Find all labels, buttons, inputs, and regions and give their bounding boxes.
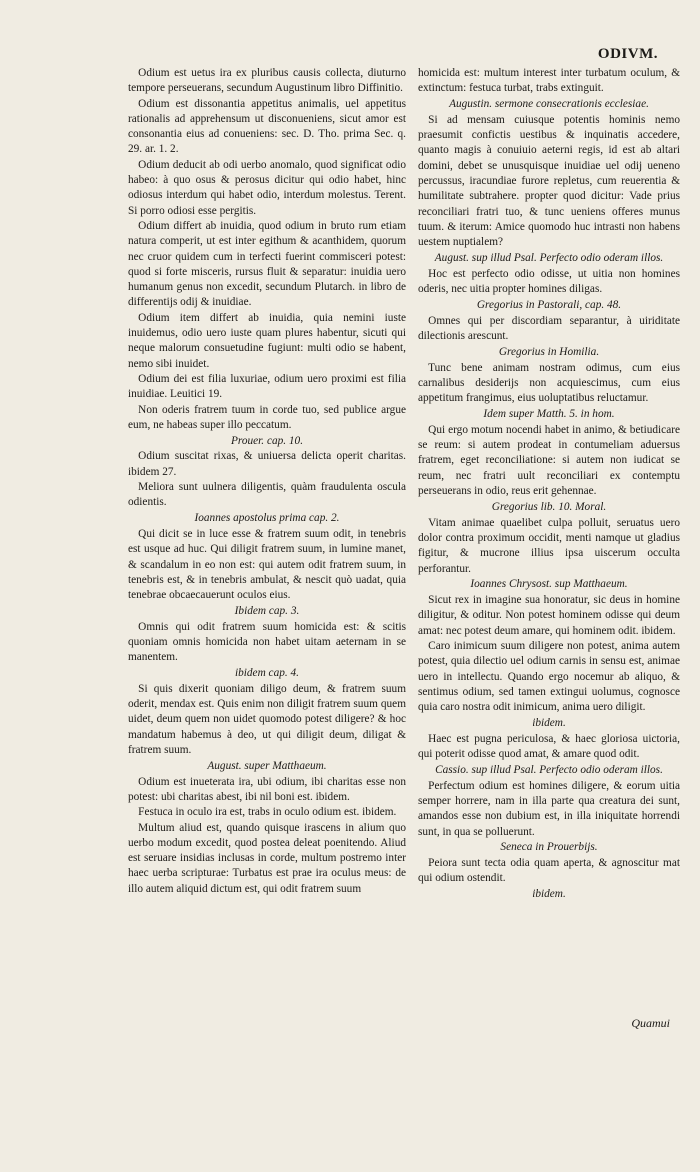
source-citation: August. super Matthaeum.: [207, 759, 327, 772]
paragraph: Festuca in oculo ira est, trabs in oculo odium est. ibidem.: [138, 806, 397, 819]
paragraph: Perfectum odium est homines diligere, & eorum uitia semper horrere, nam in illa parte qua creatura dei sunt, amandos esse non dubium est, in illa iniquitate horrendi sunt, in qua se polluerunt.: [418, 779, 680, 838]
catchword: Quamui: [631, 1016, 670, 1030]
source-citation: Cassio. sup illud Psal. Perfecto odio oderam illos.: [435, 763, 663, 776]
running-header: ODIVM.: [597, 46, 658, 62]
paragraph: homicida est: multum interest inter turbatum oculum, & extinctum: festuca turbat, trabs extinguit.: [418, 67, 680, 95]
paragraph: Sicut rex in imagine sua honoratur, sic deus in homine diligitur, & oditur. Non potest hominem odisse qui deum amat: nec potest deum amare, qui hominem odit. ibidem.: [418, 594, 680, 637]
paragraph: Odium differt ab inuidia, quod odium in bruto rum etiam natura comperit, ut est inter egithum & acanthidem, quorum nec cruor quidem cum in terfecti fuerint commisceri potest: quod si forte misceris, rursus fluit & separatur: inuidia uero humanum genus non excedit, secundum Plutarch. in libro de differentijs odij & inuidiae.: [128, 219, 406, 309]
source-citation: ibidem.: [532, 716, 566, 729]
paragraph: Caro inimicum suum diligere non potest, anima autem potest, quia dilectio uel odium carnis in sensu est, animae uero in intellectu. Quando ergo nocemur ab aliquo, & sentimus odium, sed tamen extingui uolumus, cognosce quia caro nostra odit inimicum, anima uero diligit.: [418, 639, 680, 714]
source-citation: Augustin. sermone consecrationis ecclesiae.: [449, 98, 649, 111]
paragraph: Non oderis fratrem tuum in corde tuo, sed publice argue eum, ne habeas super illo peccatum.: [128, 403, 406, 431]
paragraph: Odium est dissonantia appetitus animalis, uel appetitus rationalis ad apprehensum ut disconueniens, sicut amor est consonantia eius ad conueniens: sec. D. Tho. prima Sec. q. 29. ar. 1. 2.: [128, 97, 406, 156]
left-column: [128, 66, 406, 897]
paragraph: Qui dicit se in luce esse & fratrem suum odit, in tenebris est usque ad huc. Qui diligit fratrem suum, in lumine manet, & scandalum in eo non est: qui autem odit fratrem suum, in tenebris est, & in tenebris ambulat, & nescit quò uadat, quia tenebrae obcaecauerunt oculos eius.: [128, 527, 406, 602]
paragraph: Meliora sunt uulnera diligentis, quàm fraudulenta oscula odientis.: [128, 481, 406, 509]
paragraph: Odium suscitat rixas, & uniuersa delicta operit charitas. ibidem 27.: [128, 450, 406, 478]
source-citation: Prouer. cap. 10.: [230, 434, 304, 447]
paragraph: Odium est uetus ira ex pluribus causis collecta, diuturno tempore perseuerans, secundum Augustinum libro Diffinitio.: [128, 67, 406, 95]
paragraph: Multum aliud est, quando quisque irascens in alium quo uerbo modum excedit, quod postea deleat poenitendo. Aliud est seruare insidias inclusas in corde, multum postremo inter haec uerba scripturae: Turbatus est prae ira oculus meus: de illo autem aliquid dictum est, qui odit fratrem suum: [128, 821, 406, 895]
paragraph: Omnes qui per discordiam separantur, à uiriditate dilectionis arescunt.: [418, 314, 680, 343]
paragraph: Si quis dixerit quoniam diligo deum, & fratrem suum oderit, mendax est. Quis enim non diligit fratrem suum quem uidet, deum quem non uidet quomodo potest diligere? & hoc mandatum habemus à deo, ut qui diligit deum, diligat & fratrem suum.: [128, 682, 406, 757]
paragraph: Vitam animae quaelibet culpa polluit, seruatus uero dolor contra proximum occidit, menti namque ut gladius figitur, & mucrone illius ipsa uiscerum occulta perforantur.: [418, 516, 680, 575]
source-citation: Seneca in Prouerbijs.: [500, 841, 598, 854]
source-citation: ibidem.: [532, 888, 566, 901]
source-citation: ibidem cap. 4.: [234, 667, 299, 680]
paragraph: Peiora sunt tecta odia quam aperta, & agnoscitur mat qui odium ostendit.: [418, 857, 680, 885]
paragraph: Haec est pugna periculosa, & haec gloriosa uictoria, qui poterit odisse quod amat, & amare quod odit.: [418, 732, 680, 761]
source-citation: Ioannes Chrysost. sup Matthaeum.: [470, 578, 628, 591]
source-citation: Gregorius in Pastorali, cap. 48.: [476, 298, 622, 311]
paragraph: Tunc bene animam nostram odimus, cum eius carnalibus desiderijs non acquiescimus, cum eius appetitum frangimus, eius uoluptatibus reluctamur.: [418, 361, 680, 405]
source-citation: Ibidem cap. 3.: [234, 604, 300, 617]
paragraph: Odium est inueterata ira, ubi odium, ibi charitas esse non potest: ubi charitas abest, ibi nil boni est. ibidem.: [128, 775, 406, 803]
source-citation: August. sup illud Psal. Perfecto odio oderam illos.: [434, 252, 664, 265]
source-citation: Idem super Matth. 5. in hom.: [483, 408, 615, 421]
paragraph: Omnis qui odit fratrem suum homicida est: & scitis quoniam omnis homicida non habet uitam aeternam in se manentem.: [128, 620, 406, 664]
source-citation: Ioannes apostolus prima cap. 2.: [194, 512, 340, 525]
paragraph: Si ad mensam cuiusque potentis hominis nemo praesumit confictis uestibus & inquinatis accedere, quanto magis à conuiuio aeterni regis, id est ab altari domini, debet se unusquisque inuidiae uel odij ueneno percussus, iracundiae furore repletus, cum reuerentia & humilitate subtrahere. propter quod dicitur: Vade prius reconciliari fratri tuo, & tunc ueniens offeres munus tuum. & iterum: Amice quomodo huc intrasti non habens uestem nuptialem?: [418, 113, 680, 249]
paragraph: Hoc est perfecto odio odisse, ut uitia non homines oderis, nec uitia propter homines diligas.: [418, 267, 680, 296]
paragraph: Odium deducit ab odi uerbo anomalo, quod significat odio habeo: à quo osus & perosus dicitur qui odio habet, hinc odiosus interdum qui habet odio, interdum molestus. Terent. Si porro odiosi esse pergitis.: [128, 158, 406, 217]
paragraph: Qui ergo motum nocendi habet in animo, & betiudicare se reum: si autem prodeat in contumeliam aduersus fratrem, eget reconciliatione: si autem non iudicat se reum, nec fratri uult reconciliari ex contemptu perseuerans in odio, reus erit gehennae.: [418, 423, 680, 498]
source-citation: Gregorius lib. 10. Moral.: [491, 500, 607, 513]
source-citation: Gregorius in Homilia.: [498, 345, 600, 358]
right-column: [418, 66, 680, 903]
paragraph: Odium item differt ab inuidia, quia nemini iuste inuidemus, odio uero iuste quam plures habentur, sicuti qui neque malorum consuetudine fugiunt: multi odio se habent, nemo sibi inuidet.: [128, 311, 406, 370]
paragraph: Odium dei est filia luxuriae, odium uero proximi est filia inuidiae. Leuitici 19.: [128, 372, 406, 401]
